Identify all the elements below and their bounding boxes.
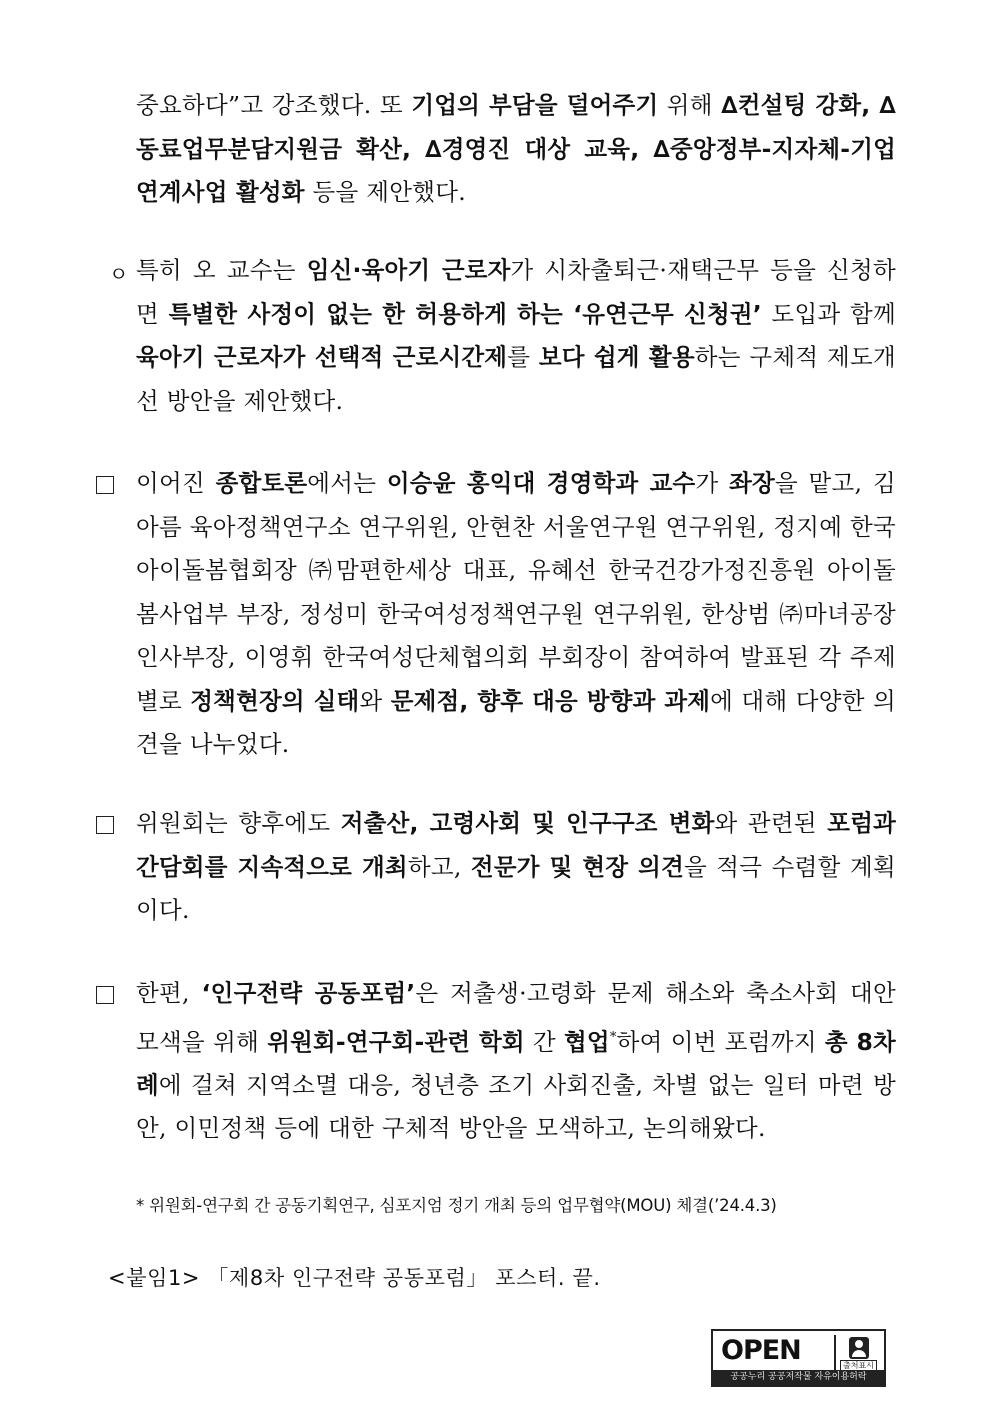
text: 하여 이번 포럼까지 [616,1027,825,1056]
bold-text: 협업 [564,1027,610,1056]
text: 등을 제안했다. [304,178,467,206]
paragraph-forum-history [136,972,896,1151]
open-license-logo [711,1329,886,1387]
person-icon [849,1337,869,1359]
bold-text: 위원회-연구회-관련 학회 [267,1027,525,1056]
checkbox-bullet-icon [96,986,114,1004]
attachment-line: <붙임1> 「제8차 인구전략 공동포럼」 포스터. 끝. [108,1266,601,1290]
bold-text: 특별한 사정이 없는 한 허용하게 하는 ‘유연근무 신청권’ [168,299,762,328]
attribution-badge [834,1335,880,1371]
bold-text: 이승윤 홍익대 경영학과 교수 [386,469,696,497]
bold-text: 정책현장의 실태 [190,686,360,715]
text: 은 저출생·고령화 문제 해소와 축소사회 대안 모색을 위해 [136,979,897,1056]
text: 도입과 함께 [761,299,897,328]
paragraph-committee-plan [136,802,896,933]
checkbox-bullet-icon [96,816,114,834]
paragraph-panel-discussion [136,462,896,767]
text: 중요하다”고 강조했다. 또 [136,91,412,119]
paragraph-flexible-work [136,249,896,423]
open-logo-text: OPEN [721,1335,801,1366]
bold-text: 포럼과 간담회를 지속적으로 개최 [136,809,896,881]
text: 를 [507,343,539,371]
text: 에서는 [307,469,387,497]
text: 위원회는 향후에도 [136,809,341,837]
bold-text: 보다 쉽게 활용 [538,343,695,371]
text: 하고, [407,852,471,881]
text: 한편, [136,979,202,1007]
circle-bullet-icon: ㅇ [109,262,129,286]
text: 을 맡고, 김아름 육아정책연구소 연구위원, 안현찬 서울연구원 연구위원, 정지예 한국아이돌봄협회장 ㈜맘편한세상 대표, 유혜선 한국건강가정진흥원 아이돌봄사업부 부장, 정성미 한국여성정책연구원 연구위원, 한상범 ㈜마녀공장 인사부장, 이영휘 한국여성단체협의회 부회장이 참여하여 발표된 각 주제별로 [136,469,896,715]
checkbox-bullet-icon [96,476,114,494]
text: 가 시차출퇴근·재택근무 등을 신청하면 [136,256,896,328]
text: 가 [695,469,730,497]
text: 와 관련된 [714,809,828,837]
text: 을 적극 수렴할 계획이다. [136,852,896,924]
attribution-label: 출처표시 [840,1360,877,1371]
bold-text: 임신·육아기 근로자 [306,256,511,284]
bold-text: 전문가 및 현장 의견 [470,852,684,881]
text: 위해 [658,91,722,119]
bold-text: 육아기 근로자가 선택적 근로시간제 [136,343,508,371]
text: 하는 구체적 제도개선 방안을 제안했다. [136,343,896,415]
text: 간 [524,1027,564,1056]
bold-text: 저출산, 고령사회 및 인구구조 변화 [340,809,715,837]
text: 이어진 [136,469,216,497]
bold-text: 좌장 [729,469,775,497]
text: 에 대해 다양한 의견을 나누었다. [136,686,896,758]
bold-text: 종합토론 [215,469,308,497]
footnote: * 위원회-연구회 간 공동기획연구, 심포지엄 정기 개최 등의 업무협약(MOU) 체결(’24.4.3) [136,1196,777,1215]
license-bar: 공공누리 공공저작물 자유이용허락 [713,1370,884,1385]
bold-text: 문제점, 향후 대응 방향과 과제 [390,686,711,715]
bold-text: ‘인구전략 공동포럼’ [201,979,416,1007]
bold-text: 기업의 부담을 덜어주기 [411,91,659,119]
text: 와 [359,686,391,715]
text: 특히 오 교수는 [136,256,307,284]
bold-text: 총 8차례 [136,1027,896,1099]
paragraph-continuation [136,84,896,215]
footnote-marker: * [609,1029,617,1045]
bold-text: ∆컨설팅 강화, ∆동료업무분담지원금 확산, ∆경영진 대상 교육, ∆중앙정부-지자체-기업 연계사업 활성화 [136,91,897,206]
text: 에 걸쳐 지역소멸 대응, 청년층 조기 사회진출, 차별 없는 일터 마련 방안, 이민정책 등에 대한 구체적 방안을 모색하고, 논의해왔다. [136,1070,896,1143]
